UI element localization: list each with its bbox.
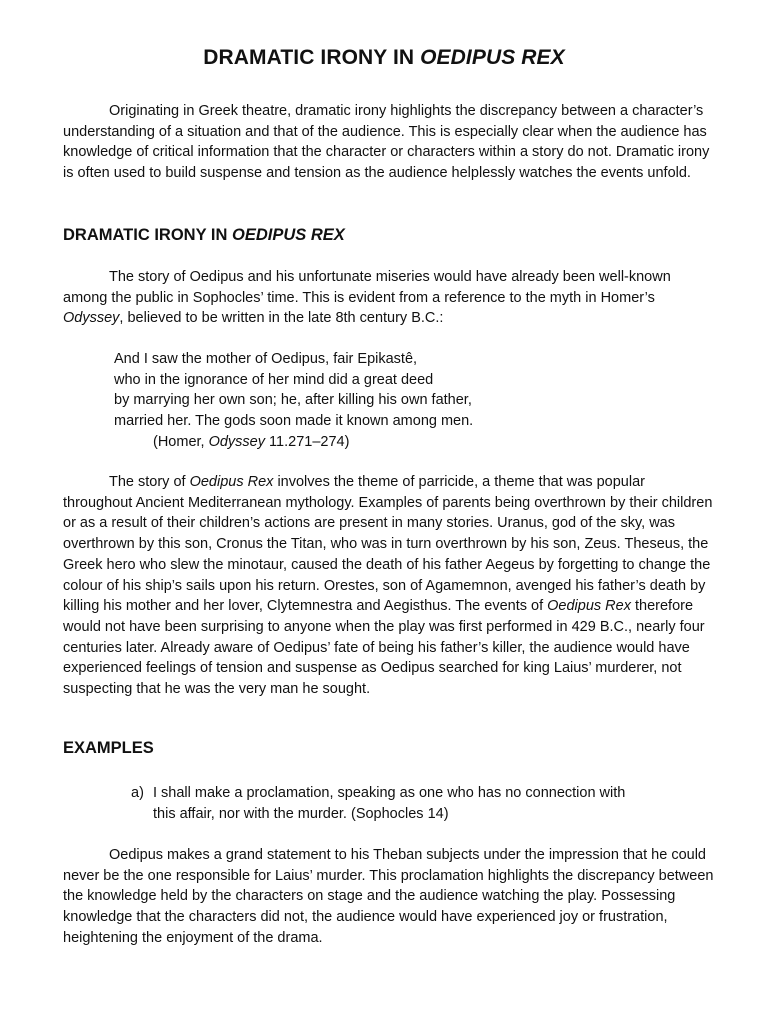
list-marker: a) [131, 785, 144, 801]
section-heading-dramatic-irony [63, 226, 345, 245]
title-italic-text: OEDIPUS REX [420, 46, 565, 69]
section-heading-examples: EXAMPLES [63, 739, 154, 757]
citation-text: (Homer, [153, 433, 209, 450]
quote-line: who in the ignorance of her mind did a great deed [114, 371, 434, 388]
body-paragraph-1 [63, 267, 715, 329]
example-text: I shall make a proclamation, speaking as one who has no connection with [153, 785, 626, 801]
citation-text: 11.271–274) [265, 433, 350, 450]
block-quote [114, 349, 614, 453]
quote-line: And I saw the mother of Oedipus, fair Epikastê, [114, 351, 418, 367]
quote-line: by marrying her own son; he, after killing his own father, [114, 392, 472, 409]
paragraph-text: involves the theme of parricide, a theme that was popular throughout Ancient Mediterranean mythology. Examples of parents being overthrown by their children or as a result of their children’s actions are present in many stories. Uranus, god of the sky, was overthrown by this son, Cronus the Titan, who was in turn overthrown by his son, Zeus. Theseus, the Greek hero who slew the minotaur, caused the death of his father Aegeus by forgetting to change the colour of his ship’s sails upon his return. Orestes, son of Agamemnon, avenged his father’s death by killing his mother and her lover, Clytemnestra and Aegisthus. The events of [63, 474, 713, 615]
example-item-a [131, 783, 671, 824]
paragraph-text: therefore would not have been surprising to anyone when the play was first performed in 429 B.C., nearly four centuries later. Already aware of Oedipus’ fate of being his father’s killer, the audience would have experienced feelings of tension and suspense as Oedipus searched for king Laius’ murderer, not suspecting that he was the very man he sought. [63, 598, 705, 698]
intro-paragraph: Originating in Greek theatre, dramatic irony highlights the discrepancy between a character’s understanding of a situation and that of the audience. This is especially clear when the audience has knowledge of critical information that the character or characters within a story do not. Dramatic irony is often used to build suspense and tension as the audience helplessly watches the events unfold. [63, 103, 710, 182]
section-heading-text: DRAMATIC IRONY IN [63, 226, 232, 244]
paragraph-text: The story of [109, 474, 190, 490]
quote-line: married her. The gods soon made it known among men. [114, 413, 474, 430]
play-title-italic: Oedipus Rex [547, 598, 631, 615]
paragraph-text: , believed to be written in the late 8th century B.C.: [119, 310, 444, 327]
section-heading-italic-text: OEDIPUS REX [231, 226, 345, 244]
book-title-odyssey: Odyssey [63, 310, 120, 327]
example-text: this affair, nor with the murder. (Sophocles 14) [153, 805, 449, 822]
page-title [0, 46, 768, 70]
title-text: DRAMATIC IRONY IN [203, 46, 421, 69]
play-title-italic: Oedipus Rex [189, 474, 274, 490]
body-paragraph-3: Oedipus makes a grand statement to his Theban subjects under the impression that he could never be the one responsible for Laius’ murder. This proclamation highlights the discrepancy between the knowledge held by the characters on stage and the audience watching the play. Possessing knowledge that the characters did not, the audience would have experienced joy or frustration, heightening the enjoyment of the drama. [63, 847, 714, 946]
body-paragraph-2 [63, 472, 715, 700]
citation-italic-text: Odyssey [208, 433, 266, 450]
quote-citation [114, 432, 614, 453]
paragraph-text: The story of Oedipus and his unfortunate miseries would have already been well-known among the public in Sophocles’ time. This is evident from a reference to the myth in Homer’s [63, 269, 671, 306]
